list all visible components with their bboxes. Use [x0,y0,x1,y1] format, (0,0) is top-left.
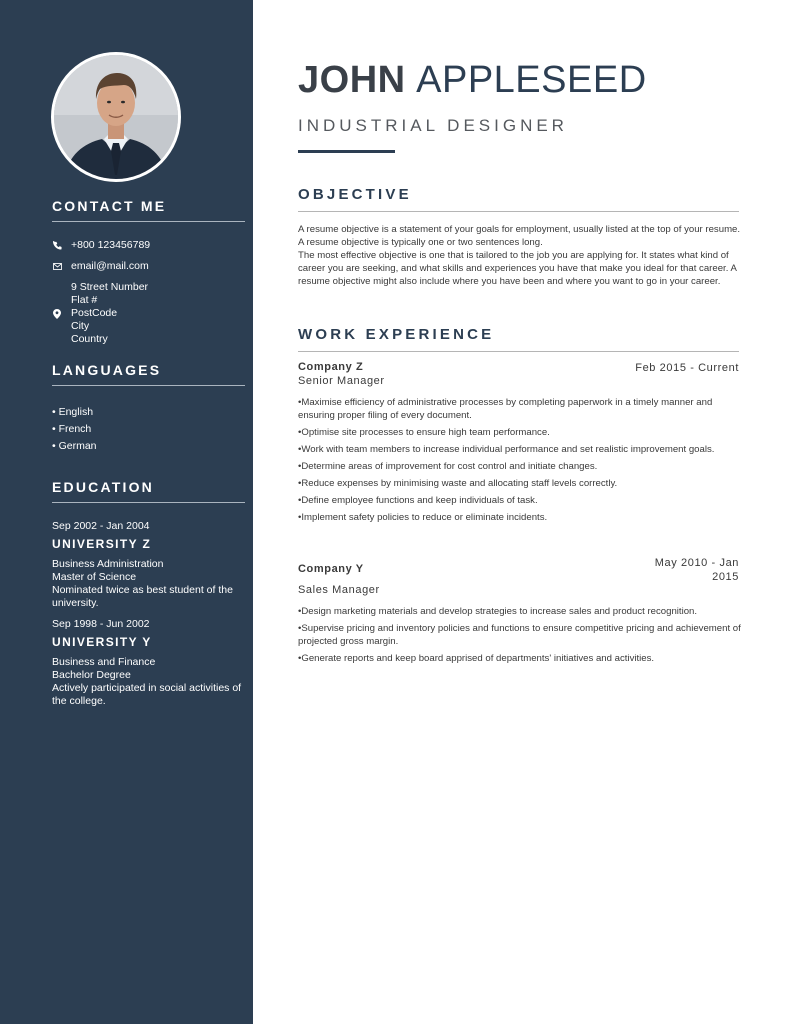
objective-divider [298,211,739,212]
address-line: PostCode [71,307,118,319]
address-line: Flat # [71,294,98,306]
job-role: Senior Manager [298,375,385,387]
phone-icon [52,239,62,252]
contact-divider [52,221,245,222]
objective-paragraph: A resume objective is a statement of your goals for employment, usually listed at the top of your resume. A resume objective is typically one or two sentences long. [298,224,741,248]
job-company: Company Z [298,361,364,373]
job-bullet: • Determine areas of improvement for cost control and initiate changes. [298,460,743,473]
university-name: UNIVERSITY Z [52,537,152,551]
job-bullet: • Design marketing materials and develop strategies to increase sales and product recognition. [298,605,743,618]
job-company: Company Y [298,563,364,575]
contact-heading: CONTACT ME [52,198,167,214]
language-item: • German [52,440,97,452]
experience-divider [298,351,739,352]
job-bullet: • Generate reports and keep board apprised of departments' initiatives and activities. [298,652,743,665]
job-bullets [298,396,743,528]
job-dates: May 2010 - Jan 2015 [654,557,739,583]
portrait-illustration [54,55,178,179]
job-bullets [298,605,743,669]
education-line: Master of Science [52,571,137,583]
education-dates: Sep 2002 - Jan 2004 [52,520,150,532]
address-line: City [71,320,90,332]
sidebar [0,0,253,1024]
language-item: • English [52,406,94,418]
objective-paragraph: The most effective objective is one that is tailored to the job you are applying for. It states what kind of career you are seeking, and what skills and experiences you have that make you ideal for that career. A resume objective might also include where you have been and where you want to go in your career. [298,250,737,287]
person-name [298,58,647,102]
languages-heading: LANGUAGES [52,362,162,378]
language-item: • French [52,423,92,435]
languages-divider [52,385,245,386]
university-name: UNIVERSITY Y [52,635,152,649]
education-line: Bachelor Degree [52,669,131,681]
education-details [52,558,245,610]
last-name: APPLESEED [416,59,647,101]
job-bullet: • Work with team members to increase individual performance and set realistic improvement goals. [298,443,743,456]
job-bullet: • Implement safety policies to reduce or eliminate incidents. [298,511,743,524]
first-name: JOHN [298,59,406,101]
job-bullet: • Optimise site processes to ensure high team performance. [298,426,743,439]
education-line: Nominated twice as best student of the university. [52,584,233,609]
address-line: 9 Street Number [71,281,149,293]
job-title: INDUSTRIAL DESIGNER [298,116,568,135]
title-accent-bar [298,150,395,153]
job-bullet: • Maximise efficiency of administrative processes by completing paperwork in a timely manner and ensuring proper filing of every document. [298,396,743,422]
education-entry [52,520,245,610]
languages-list [52,404,97,455]
mail-icon [52,260,62,273]
education-line: Business and Finance [52,656,156,668]
education-divider [52,502,245,503]
email-address: email@mail.com [71,260,149,272]
address-block [71,281,148,346]
profile-photo [51,52,181,182]
job-bullet: • Supervise pricing and inventory policies and functions to ensure competitive pricing and achievement of projected gross margin. [298,622,743,648]
job-bullet: • Define employee functions and keep individuals of task. [298,494,743,507]
job-bullet: • Reduce expenses by minimising waste and allocating staff levels correctly. [298,477,743,490]
address-line: Country [71,333,108,345]
education-entry [52,618,245,708]
education-dates: Sep 1998 - Jun 2002 [52,618,150,630]
education-line: Actively participated in social activities of the college. [52,682,242,707]
objective-heading: OBJECTIVE [298,186,412,203]
education-details [52,656,245,708]
job-role: Sales Manager [298,584,380,596]
job-dates: Feb 2015 - Current [635,362,739,374]
phone-number: +800 123456789 [71,239,151,251]
experience-heading: WORK EXPERIENCE [298,326,495,343]
location-pin-icon [52,307,62,320]
education-line: Business Administration [52,558,164,570]
objective-text [298,223,743,288]
education-heading: EDUCATION [52,479,154,495]
